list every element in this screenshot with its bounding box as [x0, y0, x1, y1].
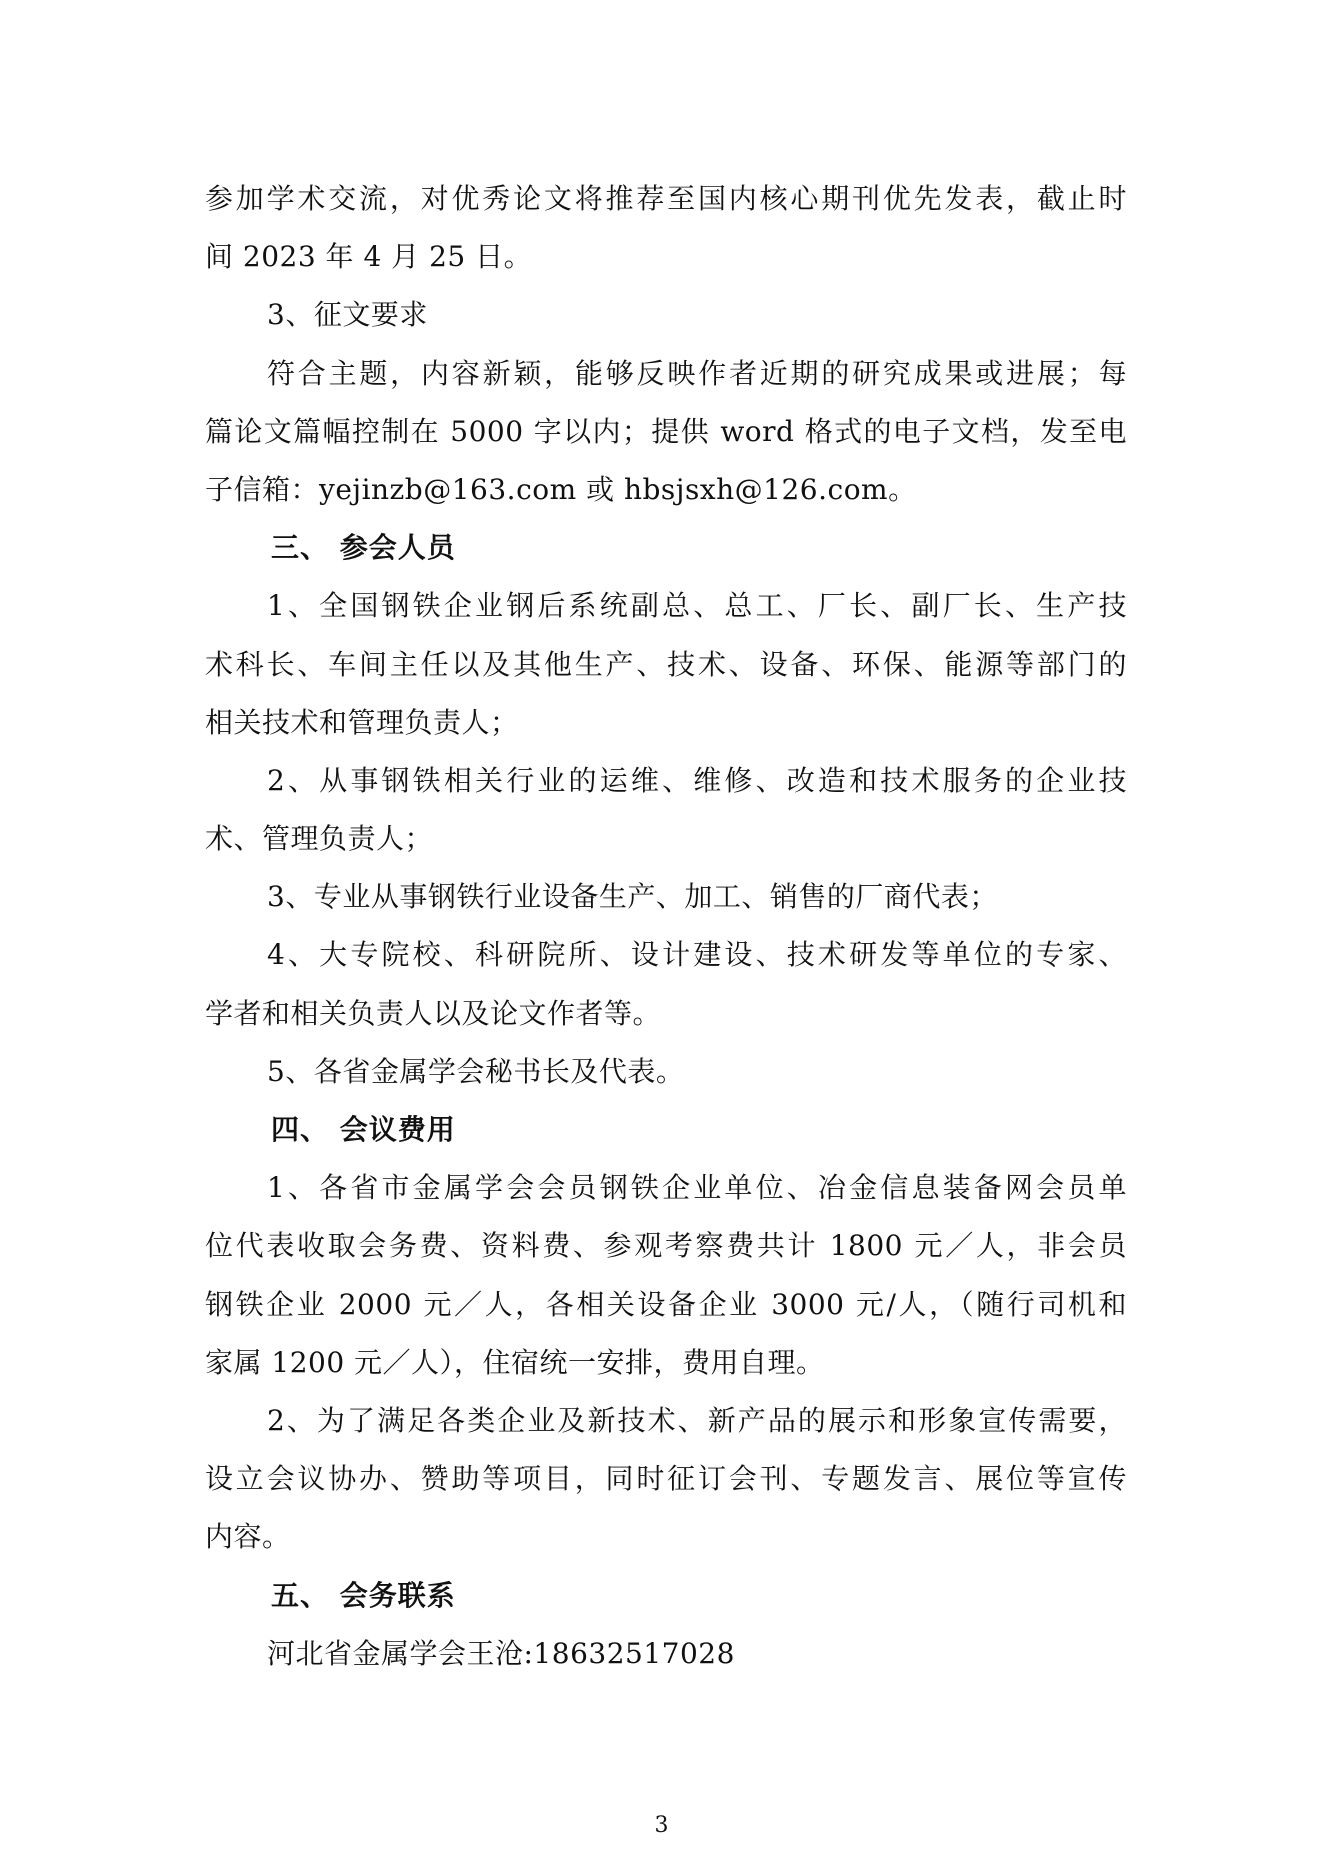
paragraph-line: 设立会议协办、赞助等项目，同时征订会刊、专题发言、展位等宣传 [205, 1462, 1127, 1496]
paragraph-line: 家属 1200 元／人），住宿统一安排，费用自理。 [205, 1345, 825, 1379]
paragraph-line: 内容。 [205, 1520, 291, 1554]
paragraph-line: 术科长、车间主任以及其他生产、技术、设备、环保、能源等部门的 [205, 647, 1127, 681]
contact-line: 河北省金属学会王沧:18632517028 [267, 1636, 735, 1670]
paragraph-line: 学者和相关负责人以及论文作者等。 [205, 996, 662, 1030]
paragraph-line: 5、各省金属学会秘书长及代表。 [267, 1054, 685, 1088]
paragraph-line: 1、各省市金属学会会员钢铁企业单位、冶金信息装备网会员单 [267, 1171, 1127, 1205]
paragraph-line: 位代表收取会务费、资料费、参观考察费共计 1800 元／人，非会员 [205, 1229, 1127, 1263]
paragraph-line: 符合主题，内容新颖，能够反映作者近期的研究成果或进展；每 [267, 356, 1127, 390]
paragraph-line: 3、专业从事钢铁行业设备生产、加工、销售的厂商代表； [267, 880, 998, 914]
paragraph-line: 2、从事钢铁相关行业的运维、维修、改造和技术服务的企业技 [267, 763, 1127, 797]
paragraph-line: 4、大专院校、科研院所、设计建设、技术研发等单位的专家、 [267, 938, 1127, 972]
paragraph-line: 相关技术和管理负责人； [205, 705, 519, 739]
paragraph-line: 1、全国钢铁企业钢后系统副总、总工、厂长、副厂长、生产技 [267, 589, 1127, 623]
paragraph-line: 钢铁企业 2000 元／人，各相关设备企业 3000 元/人，（随行司机和 [205, 1287, 1127, 1321]
paragraph-line: 子信箱：yejinzb@163.com 或 hbsjsxh@126.com。 [205, 472, 917, 506]
section-heading-4: 四、 会议费用 [271, 1113, 456, 1146]
document-body [205, 170, 1127, 1683]
paragraph-line: 参加学术交流，对优秀论文将推荐至国内核心期刊优先发表，截止时 [205, 182, 1127, 215]
paragraph-line: 篇论文篇幅控制在 5000 字以内；提供 word 格式的电子文档，发至电 [205, 414, 1127, 448]
paragraph-line: 间 2023 年 4 月 25 日。 [205, 240, 533, 274]
paragraph-line: 术、管理负责人； [205, 822, 434, 856]
page-number: 3 [654, 1813, 669, 1838]
paragraph-line: 2、为了满足各类企业及新技术、新产品的展示和形象宣传需要， [267, 1403, 1127, 1437]
section-heading-3: 三、 参会人员 [271, 531, 456, 565]
subsection-title: 3、征文要求 [267, 298, 428, 332]
section-heading-5: 五、 会务联系 [271, 1578, 456, 1612]
